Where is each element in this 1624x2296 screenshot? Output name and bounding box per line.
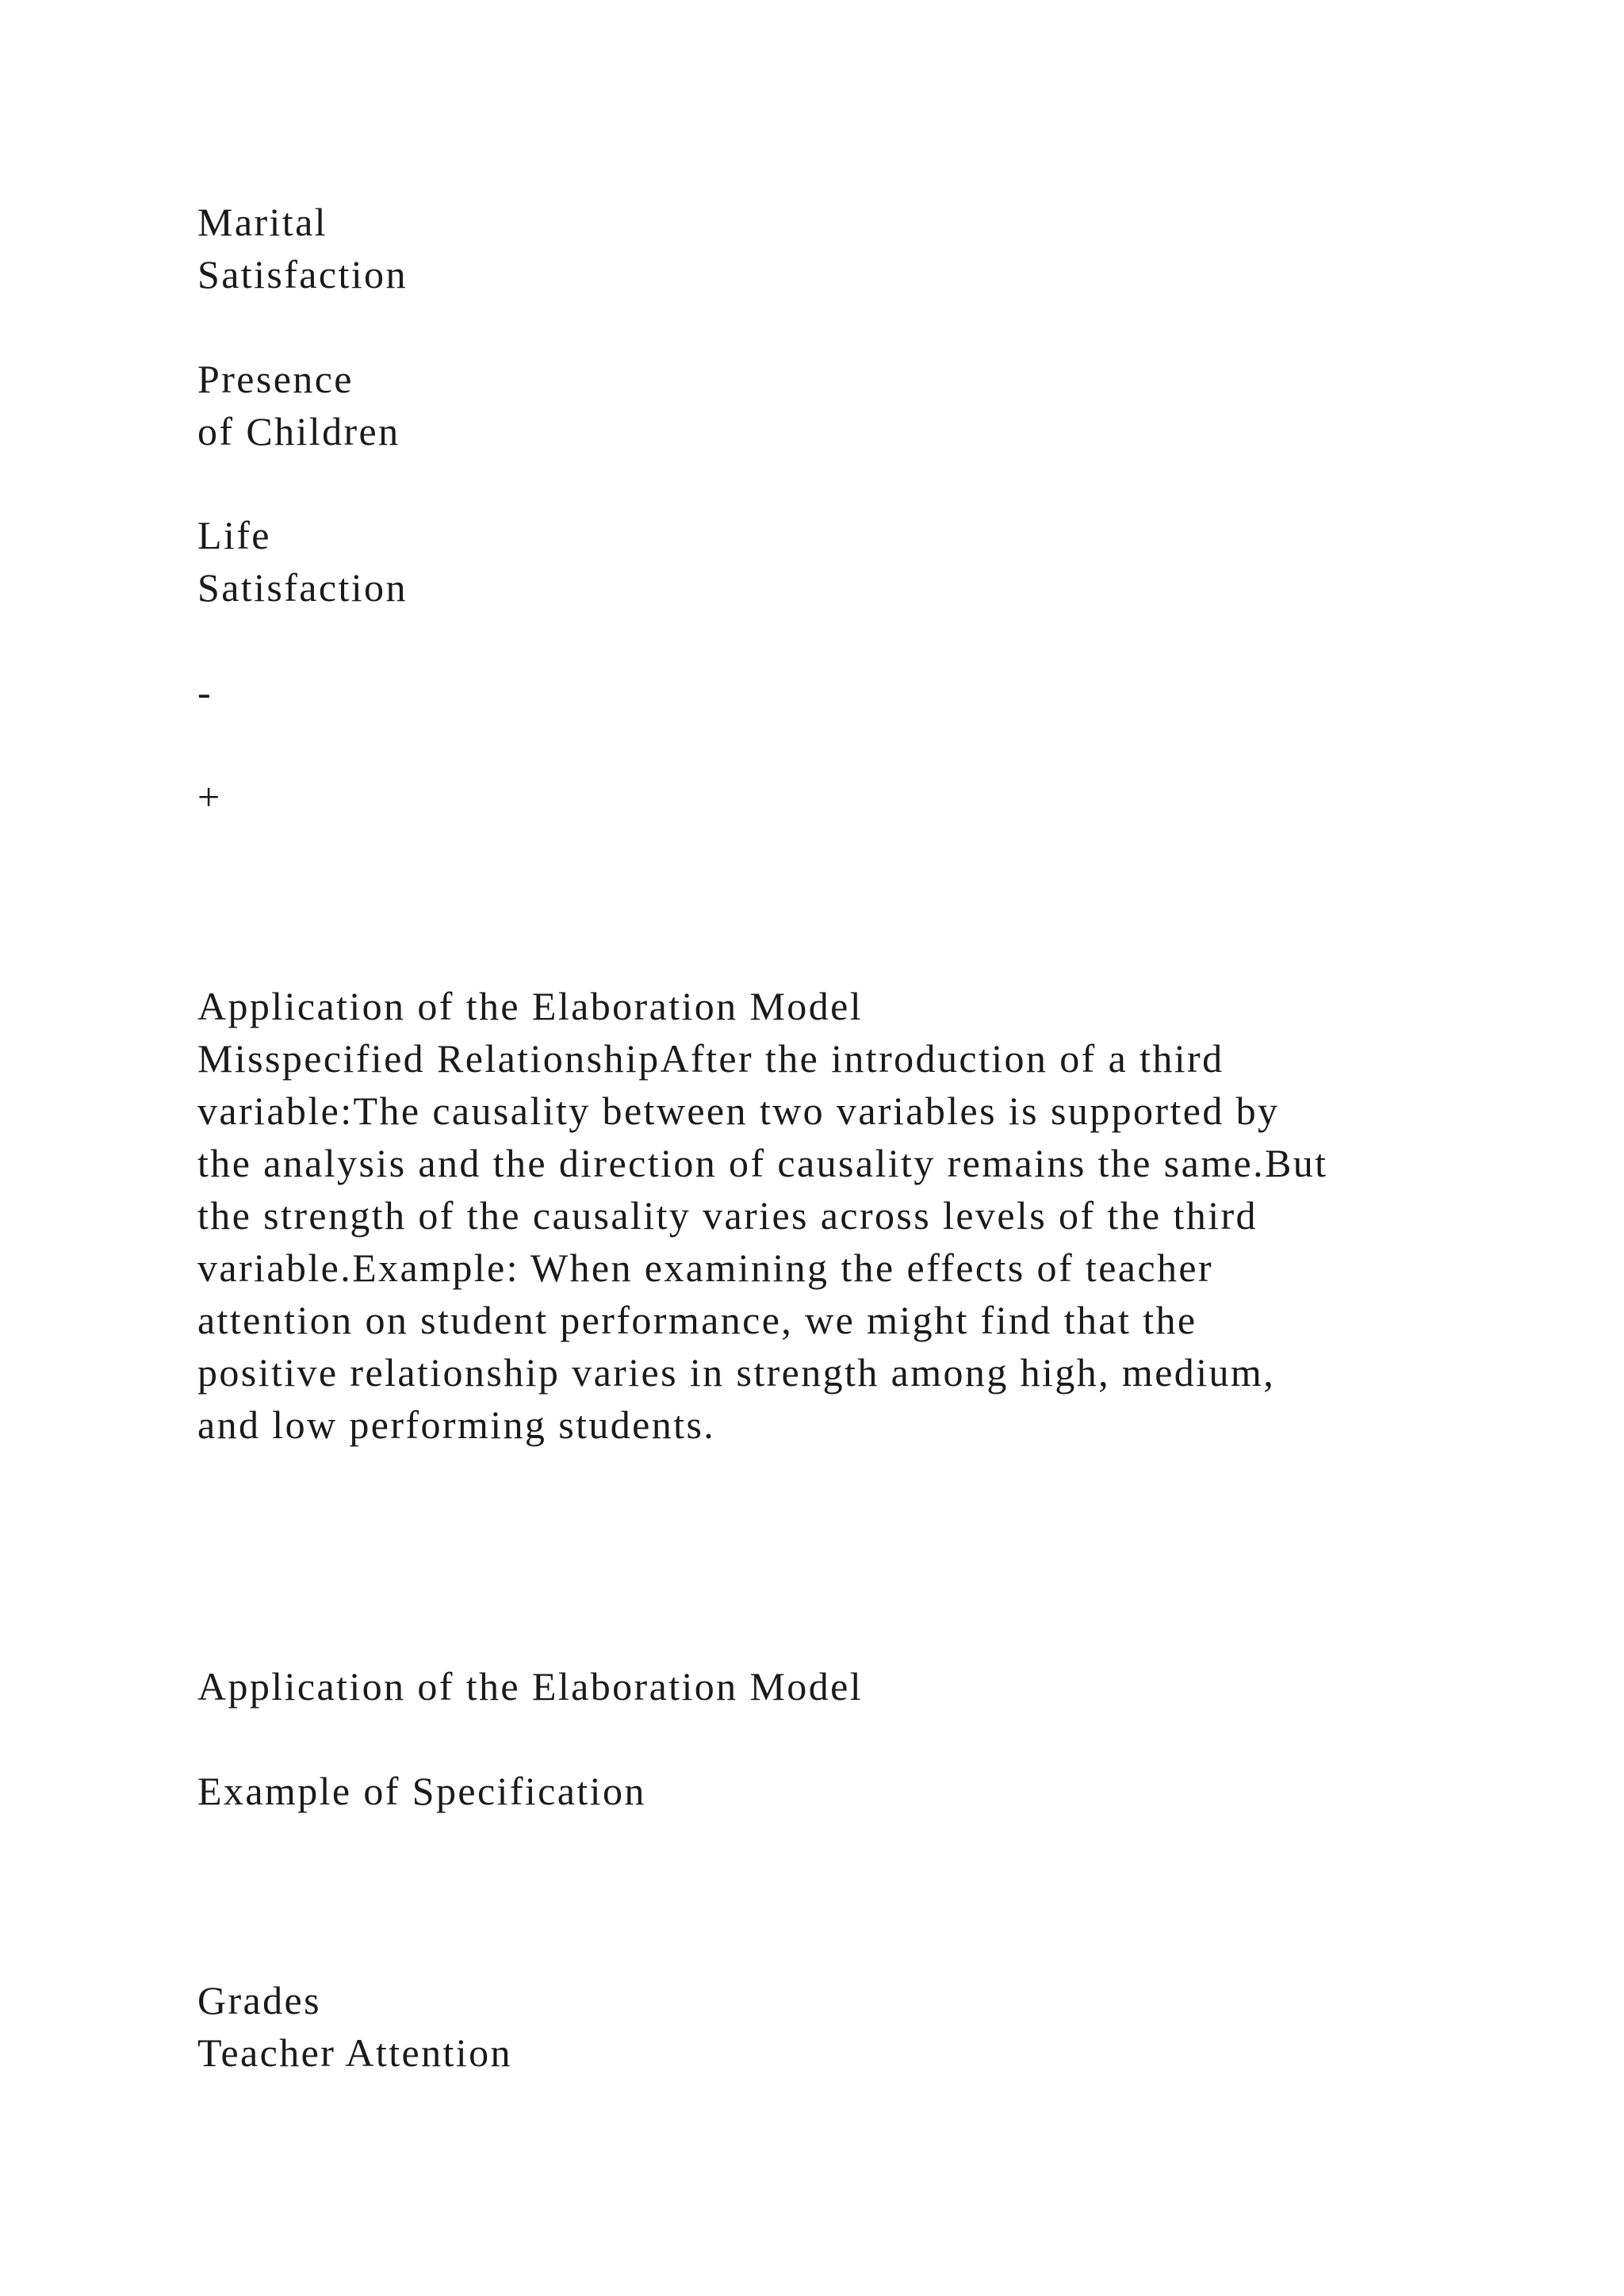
section1-heading: Application of the Elaboration Model <box>197 984 863 1028</box>
marital-satisfaction-label-line1: Marital <box>197 200 327 244</box>
section1-body-line: Misspecified RelationshipAfter the introduction of a third <box>197 1036 1224 1081</box>
life-satisfaction-label-line1: Life <box>197 513 271 557</box>
teacher-attention-label: Teacher Attention <box>197 2030 512 2075</box>
presence-of-children-label-line1: Presence <box>197 357 354 401</box>
section1-body-line: the strength of the causality varies across levels of the third <box>197 1193 1258 1238</box>
presence-of-children-label-line2: of Children <box>197 409 400 453</box>
section2-subheading: Example of Specification <box>197 1769 646 1813</box>
section1-body <box>197 1032 1466 1451</box>
positive-sign: + <box>197 775 222 819</box>
section1-body-line: and low performing students. <box>197 1402 716 1447</box>
section1-body-line: variable.Example: When examining the effects of teacher <box>197 1246 1214 1290</box>
section2-heading: Application of the Elaboration Model <box>197 1664 863 1709</box>
section1-body-line: positive relationship varies in strength among high, medium, <box>197 1350 1276 1395</box>
section1-body-line: the analysis and the direction of causality remains the same.But <box>197 1141 1328 1185</box>
section1-body-line: attention on student performance, we might find that the <box>197 1298 1197 1342</box>
negative-sign: - <box>197 670 213 714</box>
grades-label: Grades <box>197 1978 322 2022</box>
section1-body-line: variable:The causality between two variables is supported by <box>197 1089 1280 1133</box>
life-satisfaction-label-line2: Satisfaction <box>197 565 408 610</box>
marital-satisfaction-label-line2: Satisfaction <box>197 252 408 297</box>
